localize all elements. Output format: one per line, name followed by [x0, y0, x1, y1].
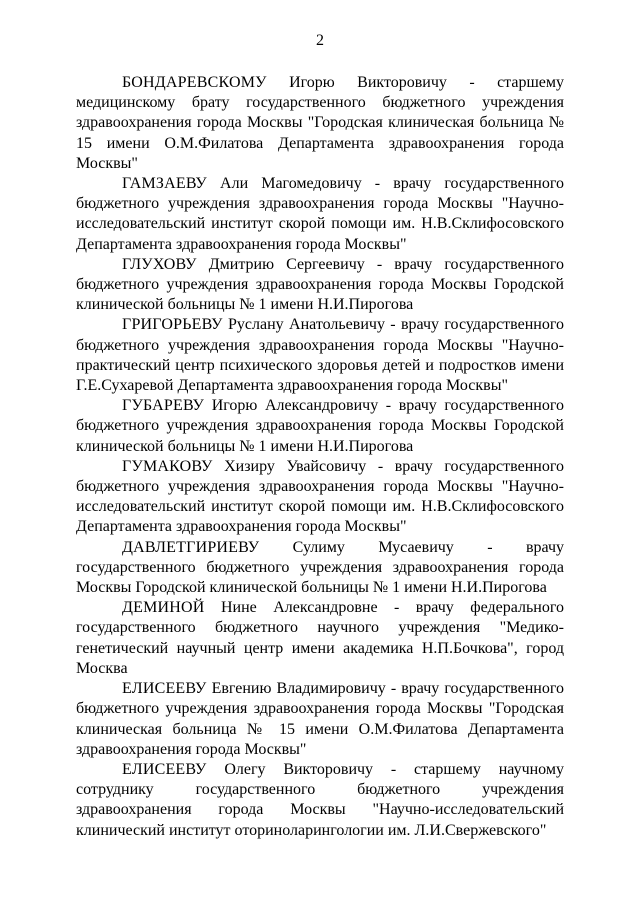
entry-text: Игорю Викторовичу - старшему медицинскому брату государственного бюджетного учреждения здравоохранения города Москвы "Городская клиническая больница № 15 имени О.М.Филатова Департамента здравоохранения города Москвы": [76, 74, 564, 172]
list-item: [76, 679, 564, 760]
list-item: [76, 598, 564, 679]
entry-text: Дмитрию Сергеевичу - врачу государственного бюджетного учреждения здравоохранения города Москвы Городской клинической больницы № 1 имени Н.И.Пирогова: [76, 255, 565, 314]
list-item: [76, 457, 564, 538]
surname: ГУМАКОВУ: [122, 457, 213, 475]
entry-text: Руслану Анатольевичу - врачу государственного бюджетного учреждения здравоохранения города Москвы "Научно-практический центр психического здоровья детей и подростков имени Г.Е.Сухаревой Департамента здравоохранения города Москвы": [76, 316, 565, 395]
list-item: [76, 255, 564, 316]
surname: ЕЛИСЕЕВУ: [122, 680, 207, 698]
entry-text: Сулиму Мусаевичу - врачу государственного бюджетного учреждения здравоохранения города Москвы Городской клинической больницы № 1 имени Н.И.Пирогова: [76, 538, 565, 597]
entry-text: Игорю Александровичу - врачу государственного бюджетного учреждения здравоохранения города Москвы Городской клинической больницы № 1 имени Н.И.Пирогова: [76, 397, 565, 455]
entry-text: Евгению Владимировичу - врачу государственного бюджетного учреждения здравоохранения города Москвы "Городская клиническая больница № 15 имени О.М.Филатова Департамента здравоохранения города Москвы": [76, 680, 564, 758]
entry-text: Нине Александровне - врачу федерального государственного бюджетного научного учреждения "Медико-генетический научный центр имени академика Н.П.Бочкова", город Москва: [76, 599, 564, 677]
surname: ГУБАРЕВУ: [122, 397, 205, 415]
surname: ГРИГОРЬЕВУ: [122, 316, 223, 334]
entry-text: Али Магомедовичу - врачу государственного бюджетного учреждения здравоохранения города Москвы "Научно-исследовательский институт скорой помощи им. Н.В.Склифосовского Департамента здравоохранения города Москвы": [76, 175, 565, 253]
page-number: 2: [316, 32, 324, 49]
list-item: [76, 538, 564, 599]
surname: ЕЛИСЕЕВУ: [122, 760, 207, 778]
list-item: [76, 396, 564, 457]
surname: ДАВЛЕТГИРИЕВУ: [122, 538, 260, 556]
surname: ГАМЗАЕВУ: [122, 175, 207, 193]
list-item: [76, 760, 564, 841]
entry-text: Хизиру Увайсовичу - врачу государственного бюджетного учреждения здравоохранения города Москвы "Научно-исследовательский институт скорой помощи им. Н.В.Склифосовского Департамента здравоохранения города Москвы": [76, 457, 564, 536]
list-item: [76, 73, 564, 174]
surname: БОНДАРЕВСКОМУ: [122, 74, 267, 91]
entry-text: Олегу Викторовичу - старшему научному сотруднику государственного бюджетного учреждения здравоохранения города Москвы "Научно-исследовательский клинический институт оториноларингологии им. Л.И.Свержевского": [76, 760, 565, 839]
surname: ДЕМИНОЙ: [122, 599, 205, 617]
surname: ГЛУХОВУ: [122, 255, 197, 273]
awardee-list: [76, 73, 564, 841]
list-item: [76, 174, 564, 255]
list-item: [76, 315, 564, 396]
